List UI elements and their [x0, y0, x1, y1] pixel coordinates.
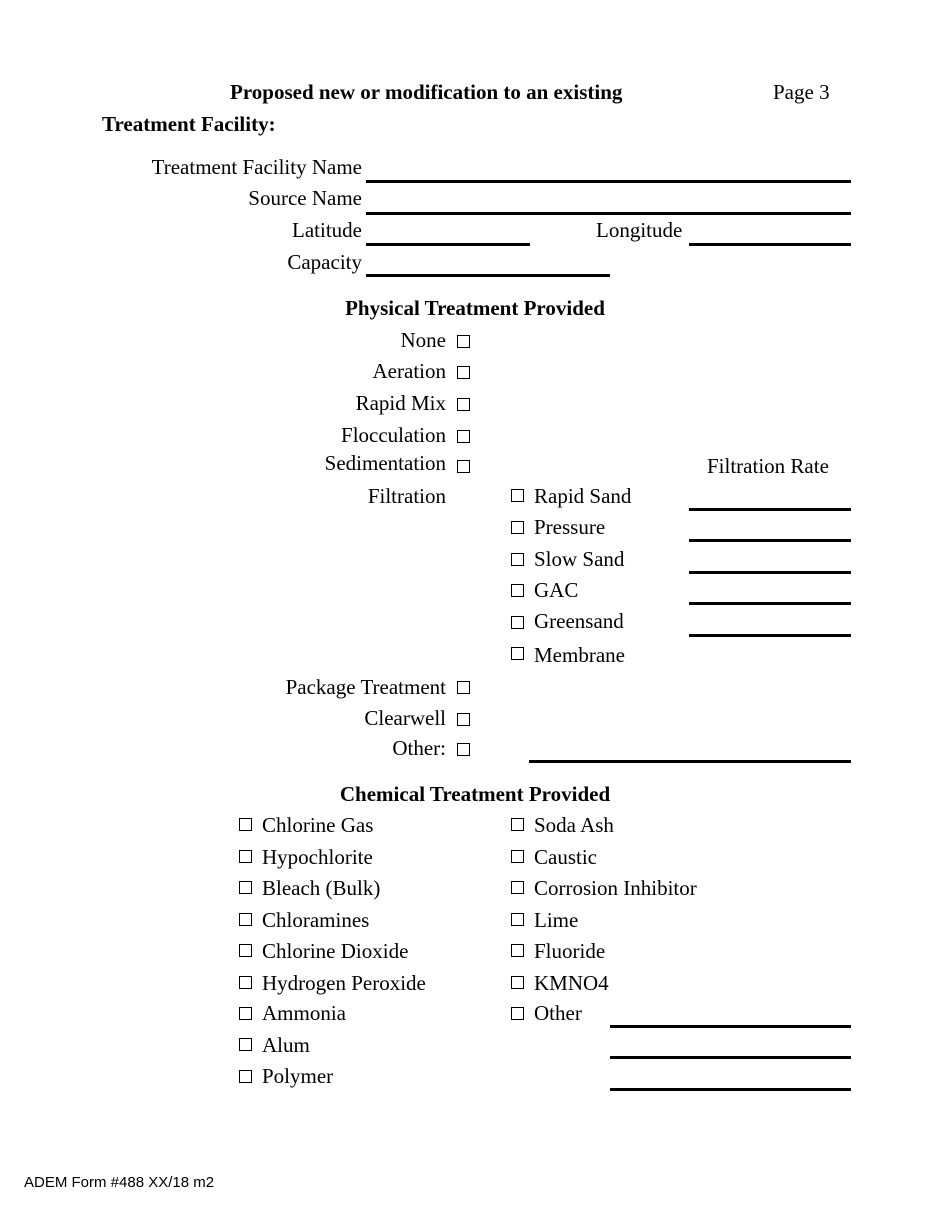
chemical-label: Soda Ash — [534, 813, 614, 837]
physical-item-label: Clearwell — [364, 706, 446, 730]
chemical-label: Corrosion Inhibitor — [534, 876, 697, 900]
greensand-rate-field[interactable] — [689, 634, 851, 637]
filtration-option-label: Membrane — [534, 643, 625, 667]
chemical-heading: Chemical Treatment Provided — [339, 782, 611, 806]
capacity-field[interactable] — [366, 274, 610, 277]
physical-item-label: Other: — [392, 736, 446, 760]
pressure-checkbox[interactable] — [511, 521, 524, 534]
bleach-bulk-checkbox[interactable] — [239, 881, 252, 894]
corrosion-inhibitor-checkbox[interactable] — [511, 881, 524, 894]
aeration-checkbox[interactable] — [457, 366, 470, 379]
filtration-option-label: Pressure — [534, 515, 606, 539]
membrane-checkbox[interactable] — [511, 647, 524, 660]
physical-item-label: None — [400, 328, 446, 352]
other-chemical-field-1[interactable] — [610, 1025, 851, 1028]
chemical-label: Hypochlorite — [262, 845, 373, 869]
longitude-label: Longitude — [596, 218, 683, 242]
physical-item-label: Sedimentation — [324, 451, 446, 475]
chemical-label: Ammonia — [262, 1001, 346, 1025]
physical-heading: Physical Treatment Provided — [345, 296, 605, 320]
lime-checkbox[interactable] — [511, 913, 524, 926]
chemical-label: Polymer — [262, 1064, 334, 1088]
chemical-label: Chloramines — [262, 908, 370, 932]
other-chemical-checkbox[interactable] — [511, 1007, 524, 1020]
latitude-label: Latitude — [292, 218, 362, 242]
page-number: Page 3 — [773, 80, 830, 104]
section-title: Treatment Facility: — [102, 112, 276, 136]
rapid-sand-checkbox[interactable] — [511, 489, 524, 502]
slow-sand-rate-field[interactable] — [689, 571, 851, 574]
flocculation-checkbox[interactable] — [457, 430, 470, 443]
capacity-label: Capacity — [287, 250, 362, 274]
form-footer: ADEM Form #488 XX/18 m2 — [24, 1174, 215, 1191]
chemical-label: Alum — [262, 1033, 310, 1057]
chemical-label: Hydrogen Peroxide — [262, 971, 426, 995]
caustic-checkbox[interactable] — [511, 850, 524, 863]
polymer-checkbox[interactable] — [239, 1070, 252, 1083]
ammonia-checkbox[interactable] — [239, 1007, 252, 1020]
pressure-rate-field[interactable] — [689, 539, 851, 542]
filtration-option-label: Rapid Sand — [534, 484, 632, 508]
latitude-field[interactable] — [366, 243, 530, 246]
chemical-label: Fluoride — [534, 939, 606, 963]
filtration-option-label: GAC — [534, 578, 579, 602]
gac-rate-field[interactable] — [689, 602, 851, 605]
chemical-label: Bleach (Bulk) — [262, 876, 381, 900]
filtration-option-label: Slow Sand — [534, 547, 625, 571]
physical-item-label: Flocculation — [341, 423, 446, 447]
other-chemical-field-2[interactable] — [610, 1056, 851, 1059]
rapid-mix-checkbox[interactable] — [457, 398, 470, 411]
chlorine-gas-checkbox[interactable] — [239, 818, 252, 831]
filtration-label: Filtration — [367, 484, 446, 508]
slow-sand-checkbox[interactable] — [511, 553, 524, 566]
hydrogen-peroxide-checkbox[interactable] — [239, 976, 252, 989]
other-physical-checkbox[interactable] — [457, 743, 470, 756]
greensand-checkbox[interactable] — [511, 616, 524, 629]
longitude-field[interactable] — [689, 243, 851, 246]
facility-name-field[interactable] — [366, 180, 851, 183]
other-chemical-field-3[interactable] — [610, 1088, 851, 1091]
chemical-label: KMNO4 — [534, 971, 609, 995]
fluoride-checkbox[interactable] — [511, 944, 524, 957]
chemical-label: Chlorine Dioxide — [262, 939, 409, 963]
filtration-option-label: Greensand — [534, 609, 624, 633]
alum-checkbox[interactable] — [239, 1038, 252, 1051]
clearwell-checkbox[interactable] — [457, 713, 470, 726]
form-title: Proposed new or modification to an existing — [230, 80, 623, 104]
physical-item-label: Package Treatment — [285, 675, 446, 699]
facility-name-label: Treatment Facility Name — [151, 155, 362, 179]
rapid-sand-rate-field[interactable] — [689, 508, 851, 511]
hypochlorite-checkbox[interactable] — [239, 850, 252, 863]
gac-checkbox[interactable] — [511, 584, 524, 597]
other-physical-field[interactable] — [529, 760, 851, 763]
sedimentation-checkbox[interactable] — [457, 460, 470, 473]
chemical-label: Caustic — [534, 845, 597, 869]
physical-item-label: Rapid Mix — [355, 391, 446, 415]
source-name-field[interactable] — [366, 212, 851, 215]
none-checkbox[interactable] — [457, 335, 470, 348]
chemical-label: Other — [534, 1001, 582, 1025]
physical-item-label: Aeration — [372, 359, 446, 383]
kmno4-checkbox[interactable] — [511, 976, 524, 989]
package-treatment-checkbox[interactable] — [457, 681, 470, 694]
soda-ash-checkbox[interactable] — [511, 818, 524, 831]
filtration-rate-label: Filtration Rate — [707, 454, 829, 478]
source-name-label: Source Name — [248, 186, 362, 210]
chemical-label: Chlorine Gas — [262, 813, 374, 837]
chemical-label: Lime — [534, 908, 579, 932]
chloramines-checkbox[interactable] — [239, 913, 252, 926]
chlorine-dioxide-checkbox[interactable] — [239, 944, 252, 957]
